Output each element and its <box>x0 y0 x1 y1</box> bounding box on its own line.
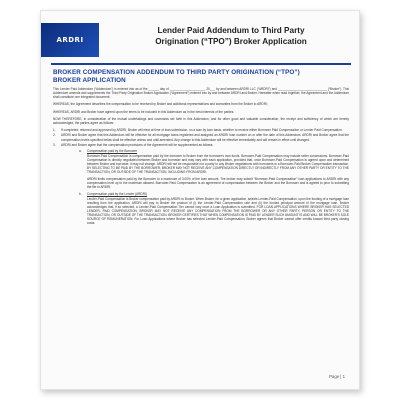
borrower-paid-paragraph: Borrower-Paid Compensation is compensation paid by the borrower to Broker from the borrower's own funds. Borrower-Paid Compensation may include seller concessions. Borrower-Paid Compensation is directly negotiated between Broker and borrower and may vary with each application, provided that, once Borrower-Paid Compensation is agreed upon and determined between Broker and borrower, it may not change. ARDRI will not be responsible nor a party to any Broker negotiations with borrowers in a Borrower-Paid Broker Compensation transaction. BY SELECTING TO BE PAID BY THE BORROWER, BROKER MAY NOT RECEIVE ANY COMPENSATION DIRECTLY OR INDIRECTLY FROM ANY OTHER PARTY OR ENTITY TO THE TRANSACTION, OR OUTSIDE OF THE TRANSACTION, INCLUDING FROM ARDRI. <box>87 153 349 175</box>
section-heading-line-1: BROKER COMPENSATION ADDENDUM TO THIRD PARTY ORIGINATION (“TPO”) <box>53 69 300 76</box>
item-number: 3. <box>53 143 56 148</box>
numbered-item-1 <box>53 128 349 132</box>
lender-paid-paragraph: Lender-Paid Compensation is Broker compensation paid by ARDRI to Broker. When Broker, for a given application, selects Lender-Paid Compensation, upon the funding of a mortgage loan resulting from the application, ARDRI will pay to Broker the product of (i) the Lender-Paid Compensation rate and (ii) the funded principal amount of the mortgage loan. Broker acknowledges that, if so selected, a Lender-Paid Compensation Tier cannot vary once a Loan Application is submitted. FOR LOAN APPLICATIONS WHERE BROKER HAS SELECTED LENDER- PAID COMPENSATION, BROKER MAY NOT RECEIVE ANY COMPENSATION FROM THE BORROWER OR ANY OTHER PARTY, PERSON OR ENTITY TO THE TRANSACTION, OR OUTSIDE OF THE TRANSACTION. BROKER CERTIFIES THAT WHEN COMPENSATION IS PAID BY LENDER SUCH AMOUNT IS AND WILL BE BROKER'S SOLE SOURCE OF REMUNERATION. For Loan Applications where Broker has selected Lender-Paid Compensation, Broker agrees that Broker cannot offer credits toward third party closing costs. <box>87 196 349 226</box>
item-number: 2. <box>53 133 56 138</box>
subsection-letter: a. <box>79 148 82 153</box>
now-therefore-paragraph: NOW THEREFORE, in consideration of the mutual undertakings and covenants set forth in this Addendum, and for other good and valuable consideration, the receipt and sufficiency of which are hereby acknowledged, the parties agree as follows: <box>53 116 349 125</box>
document-header <box>41 11 360 61</box>
numbered-item-2 <box>53 133 349 141</box>
item-text: ARDRI and Broker agree that the compensation provisions of the Agreement will be supplemented as follows: <box>61 143 214 148</box>
document-body <box>53 69 349 228</box>
title-line-1: Lender Paid Addendum to Third Party <box>157 26 305 35</box>
whereas-paragraph-1: WHEREAS, the Agreement describes the compensation to be received by Broker and additional representations and warranties from the Broker to ARDRI; <box>53 102 268 107</box>
numbered-item-3 <box>53 143 349 147</box>
item-number: 1. <box>53 127 56 132</box>
header-divider <box>51 63 351 65</box>
company-logo <box>41 23 99 57</box>
item-text: If completed, returned and approved by ARDRI, Broker will elect at time of loan submission, on a loan by loan basis, whether to receive either Borrower Paid Compensation or Lender Paid Compensation. <box>61 127 343 132</box>
document-title <box>121 25 341 47</box>
subsection-letter: b. <box>79 191 82 196</box>
section-heading-line-2: BROKER APPLICATION <box>53 76 126 84</box>
whereas-paragraph-2: WHEREAS, ARDRI and Broker have agreed upon the terms to be included in this Addendum as in the best interests of the parties. <box>53 109 235 114</box>
logo-text: ARDRI <box>56 36 84 44</box>
document-page <box>40 10 360 390</box>
intro-paragraph: This Lender Paid Addendum (“Addendum”) is entered into as of the ______ day of ____________________, 20___ by and between ARDRI LLC (“ARDRI”) and ____________________________ (“Broker”). This Addendum amends and supplements the Third Party Origination Broker Application (“Agreement”) entered into by and between ARDRI and Broker. Hereafter when read together, the Agreement and the Addendum shall constitute one integrated document. <box>53 87 349 100</box>
title-line-2: Origination (“TPO”) Broker Application <box>155 37 307 46</box>
subsection-label: Compensation paid by the Lender (ARDRI) <box>87 191 147 196</box>
page-number: Page | 1 <box>329 374 345 379</box>
borrower-paid-limit-paragraph: ARDRI limits compensation paid by the Borrower to a maximum of 3.00% of the loan amount. The broker may submit “Borrower-Paid Compensation” loan applications to ARDRI with any compensation level up to the maximum allowed. Borrower-Paid Compensation is an agreement of compensation between the Broker and the Borrower and is agreed to prior to submitting the file to ARDRI. <box>87 176 349 189</box>
subsection-b-heading <box>79 192 349 196</box>
item-text: ARDRI and Broker agree that this Addendum will be effective for all mortgage loans registered and assigned an ARDRI loan number on or after the date of this Addendum. ARDRI and Broker agree that the compensation levels specified below shall be effective unless and until amended. Any change to this Addendum will be effective immediately and will remain in effect until changed. <box>61 133 349 142</box>
subsection-label: Compensation paid by the Borrower <box>87 148 138 153</box>
section-heading <box>53 69 349 84</box>
subsection-a-heading <box>79 149 349 153</box>
